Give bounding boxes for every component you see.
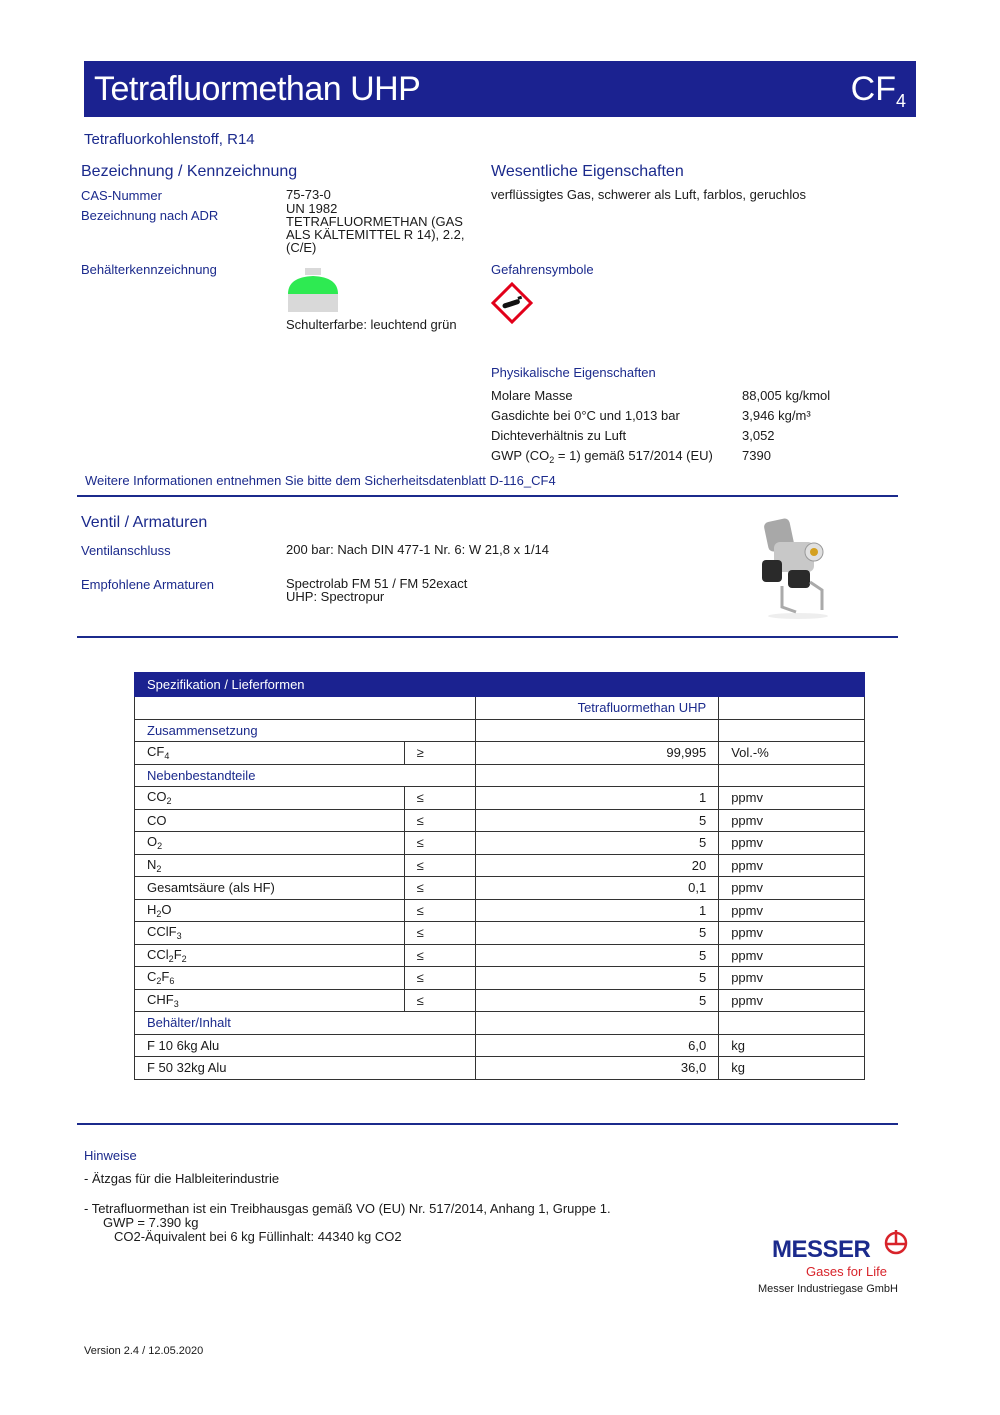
table-row: [135, 832, 865, 855]
operator: ≤: [404, 854, 476, 877]
container-value: 36,0: [476, 1057, 719, 1080]
chemical-formula: $CF_4$: [850, 70, 906, 111]
gas-density-value: 3,946 kg/m³: [742, 408, 811, 423]
valve-title: Ventil / Armaturen: [81, 514, 208, 531]
component-name: $H_2O$: [135, 899, 405, 922]
containers-title: Behälter/Inhalt: [135, 1012, 476, 1035]
component-unit: ppmv: [719, 832, 865, 855]
component-name: $CO_2$: [135, 787, 405, 810]
version-info: Version 2.4 / 12.05.2020: [84, 1345, 204, 1357]
gwp-label: GWP $(CO_2 = 1)$ gemäß 517/2014 (EU): [491, 448, 713, 465]
impurities-title: Nebenbestandteile: [135, 764, 476, 787]
note-line: GWP = 7.390 kg: [103, 1215, 199, 1230]
component-value: 5: [476, 967, 719, 990]
table-row: [135, 719, 865, 742]
operator: ≤: [404, 832, 476, 855]
component-name: CO: [135, 809, 405, 832]
component-value: 99,995: [476, 742, 719, 765]
fittings-label: Empfohlene Armaturen: [81, 577, 214, 592]
brand-name: MESSER: [772, 1236, 871, 1263]
table-row: [135, 989, 865, 1012]
sds-note: Weitere Informationen entnehmen Sie bitte dem Sicherheitsdatenblatt D-116_CF4: [85, 473, 556, 488]
brand-tagline: Gases for Life: [806, 1264, 887, 1279]
component-value: 1: [476, 787, 719, 810]
table-row: [135, 899, 865, 922]
operator: ≤: [404, 809, 476, 832]
cas-value: 75-73-0: [286, 187, 331, 202]
fittings-value: Spectrolab FM 51 / FM 52exact UHP: Spectropur: [286, 576, 468, 604]
adr-value: UN 1982 TETRAFLUORMETHAN (GAS ALS KÄLTEMITTEL R 14), 2.2, (C/E): [286, 201, 465, 255]
adr-label: Bezeichnung nach ADR: [81, 208, 219, 223]
identification-title: Bezeichnung / Kennzeichnung: [81, 163, 298, 180]
container-unit: kg: [719, 1057, 865, 1080]
component-value: 1: [476, 899, 719, 922]
container-label: Behälterkennzeichnung: [81, 262, 217, 277]
component-unit: ppmv: [719, 944, 865, 967]
table-row: [135, 1012, 865, 1035]
component-name: $CCl_2F_2$: [135, 944, 405, 967]
divider: [77, 495, 898, 497]
component-unit: ppmv: [719, 787, 865, 810]
operator: ≤: [404, 922, 476, 945]
product-column: Tetrafluormethan UHP: [476, 697, 719, 720]
operator: ≤: [404, 787, 476, 810]
table-row: [135, 1057, 865, 1080]
note-line: CO2-Äquivalent bei 6 kg Füllinhalt: 44340 kg CO2: [114, 1229, 402, 1244]
container-value: 6,0: [476, 1034, 719, 1057]
component-name: Gesamtsäure (als HF): [135, 877, 405, 900]
component-unit: Vol.-%: [719, 742, 865, 765]
table-row: [135, 1034, 865, 1057]
component-value: 5: [476, 922, 719, 945]
operator: ≤: [404, 989, 476, 1012]
component-value: 20: [476, 854, 719, 877]
table-row: [135, 697, 865, 720]
component-unit: ppmv: [719, 922, 865, 945]
composition-title: Zusammensetzung: [135, 719, 476, 742]
notes-title: Hinweise: [84, 1148, 137, 1163]
component-unit: ppmv: [719, 877, 865, 900]
component-value: 5: [476, 832, 719, 855]
messer-mark-icon: [884, 1230, 908, 1256]
operator: ≤: [404, 899, 476, 922]
container-name: F 10 6kg Alu: [135, 1034, 476, 1057]
shoulder-color-text: Schulterfarbe: leuchtend grün: [286, 317, 457, 332]
component-unit: ppmv: [719, 967, 865, 990]
messer-logo-icon: [770, 1228, 910, 1280]
operator: ≤: [404, 967, 476, 990]
table-row: [135, 809, 865, 832]
component-value: 0,1: [476, 877, 719, 900]
density-ratio-value: 3,052: [742, 428, 775, 443]
valve-connection-value: 200 bar: Nach DIN 477-1 Nr. 6: W 21,8 x 1/14: [286, 542, 550, 557]
molar-mass-value: 88,005 kg/kmol: [742, 388, 831, 403]
container-unit: kg: [719, 1034, 865, 1057]
gas-cylinder-ghs-icon: [491, 282, 533, 324]
component-name: $O_2$: [135, 832, 405, 855]
hazard-label: Gefahrensymbole: [491, 262, 594, 277]
component-name: CClF$_3$: [135, 922, 405, 945]
density-ratio-label: Dichteverhältnis zu Luft: [491, 428, 627, 443]
component-name: $CHF_3$: [135, 989, 405, 1012]
operator: ≥: [404, 742, 476, 765]
properties-title: Wesentliche Eigenschaften: [491, 163, 684, 180]
note-line: - Ätzgas für die Halbleiterindustrie: [84, 1171, 280, 1186]
specification-table: [134, 672, 865, 1080]
operator: ≤: [404, 877, 476, 900]
component-unit: ppmv: [719, 809, 865, 832]
table-header-row: [135, 673, 865, 697]
table-row: [135, 922, 865, 945]
pressure-regulator-icon: [752, 512, 842, 620]
component-name: $C_2F_6$: [135, 967, 405, 990]
gas-density-label: Gasdichte bei 0°C und 1,013 bar: [491, 408, 680, 423]
component-value: 5: [476, 809, 719, 832]
component-name: $CF_4$: [135, 742, 405, 765]
divider: [77, 636, 898, 638]
spec-title: Spezifikation / Lieferformen: [135, 673, 865, 697]
component-name: $N_2$: [135, 854, 405, 877]
page-title: Tetrafluormethan UHP: [94, 70, 421, 108]
component-unit: ppmv: [719, 899, 865, 922]
title-bar: [84, 61, 916, 117]
note-line: - Tetrafluormethan ist ein Treibhausgas gemäß VO (EU) Nr. 517/2014, Anhang 1, Gruppe 1.: [84, 1201, 611, 1216]
cas-label: CAS-Nummer: [81, 188, 162, 203]
table-row: [135, 877, 865, 900]
subtitle: Tetrafluorkohlenstoff, R14: [84, 131, 255, 148]
gwp-value: 7390: [742, 448, 771, 463]
molar-mass-label: Molare Masse: [491, 388, 573, 403]
table-row: [135, 967, 865, 990]
operator: ≤: [404, 944, 476, 967]
component-unit: ppmv: [719, 989, 865, 1012]
cylinder-shoulder-icon: [288, 268, 338, 312]
divider: [77, 1123, 898, 1125]
physical-title: Physikalische Eigenschaften: [491, 365, 656, 380]
table-row: [135, 854, 865, 877]
table-row: [135, 764, 865, 787]
company-name: Messer Industriegase GmbH: [758, 1283, 898, 1295]
component-value: 5: [476, 989, 719, 1012]
table-row: [135, 787, 865, 810]
component-value: 5: [476, 944, 719, 967]
properties-text: verflüssigtes Gas, schwerer als Luft, farblos, geruchlos: [491, 187, 807, 202]
table-row: [135, 944, 865, 967]
table-row: [135, 742, 865, 765]
valve-connection-label: Ventilanschluss: [81, 543, 171, 558]
container-name: F 50 32kg Alu: [135, 1057, 476, 1080]
component-unit: ppmv: [719, 854, 865, 877]
